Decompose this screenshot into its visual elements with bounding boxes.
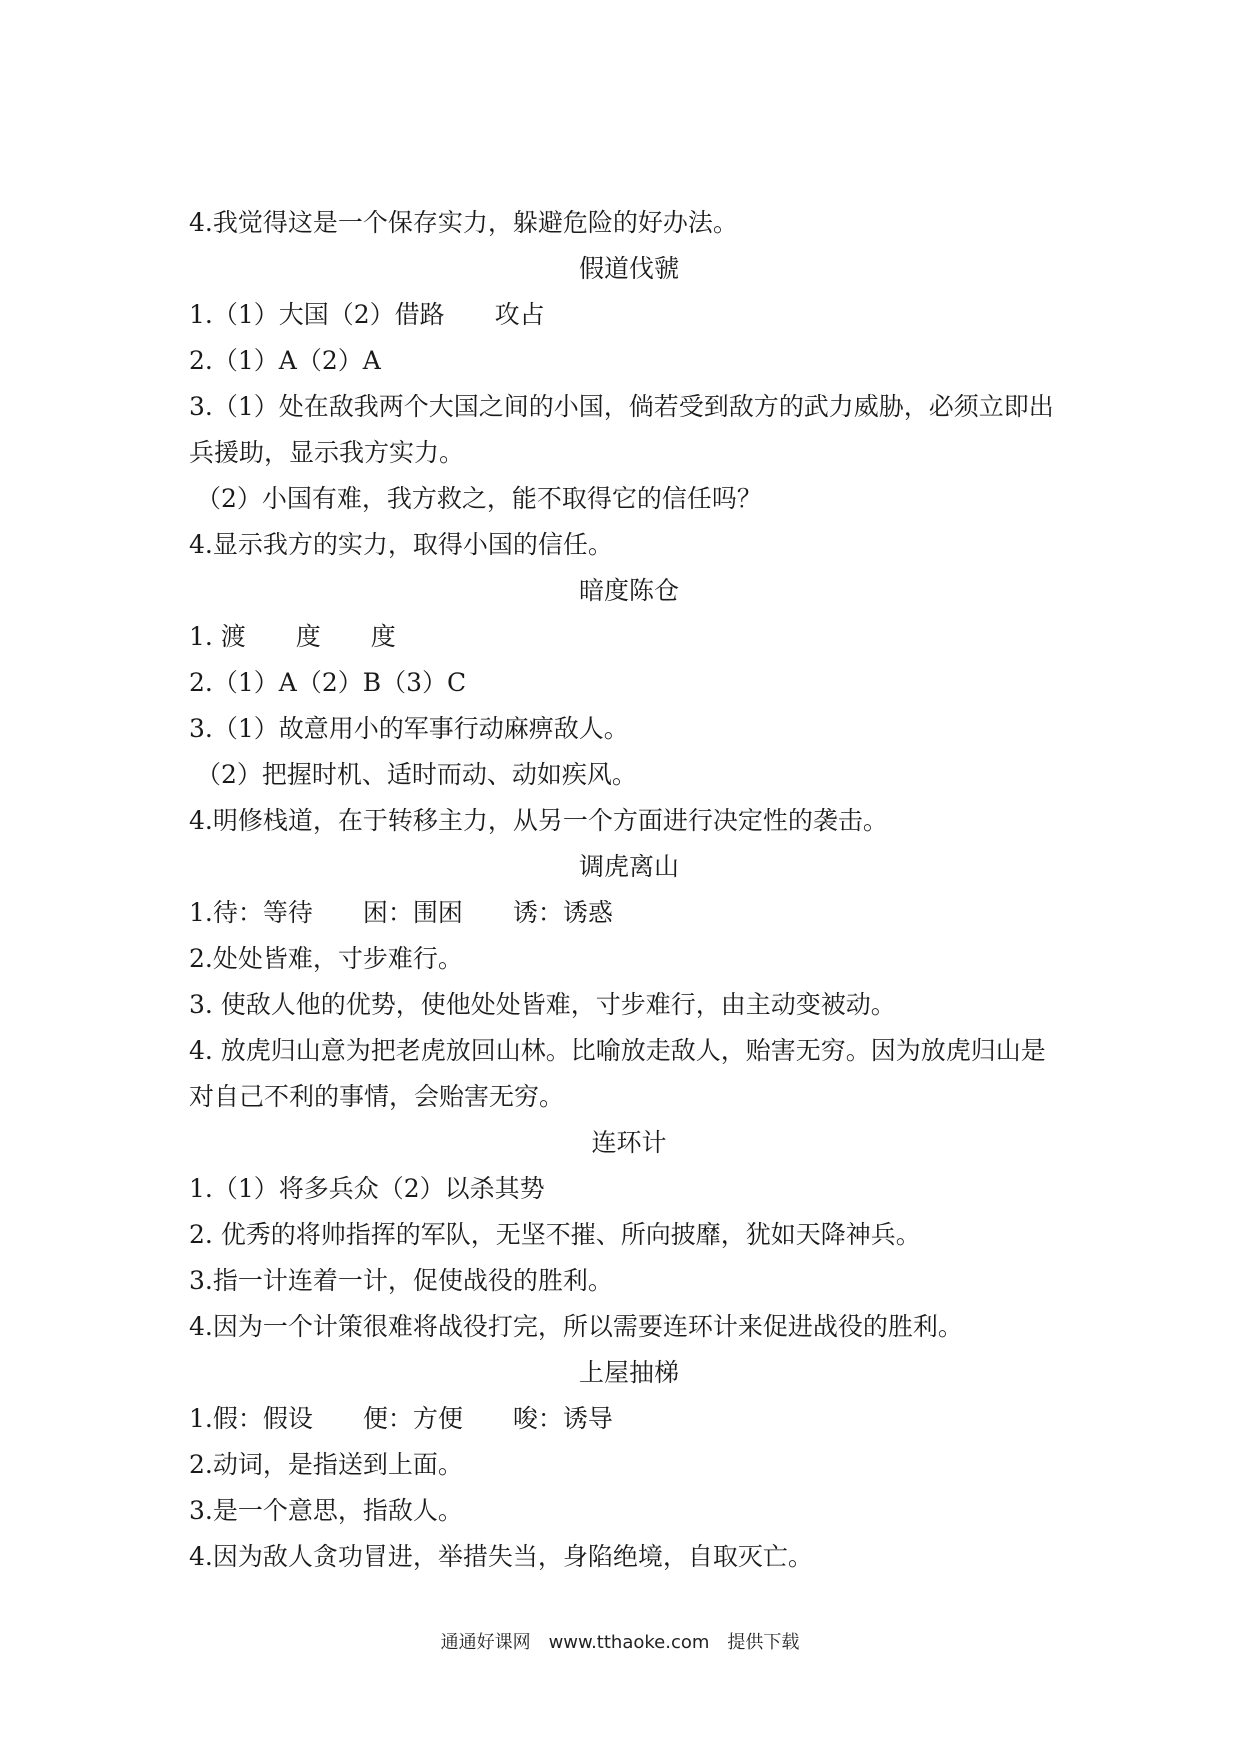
answer-line: 1.（1）将多兵众（2）以杀其势 xyxy=(189,1174,545,1203)
answer-line: （2）把握时机、适时而动、动如疾风。 xyxy=(196,760,637,789)
answer-line: 3. 使敌人他的优势，使他处处皆难，寸步难行，由主动变被动。 xyxy=(189,990,896,1019)
answer-line: 2. 优秀的将帅指挥的军队，无坚不摧、所向披靡，犹如天降神兵。 xyxy=(189,1220,921,1249)
answer-line: 2.处处皆难，寸步难行。 xyxy=(189,944,463,973)
answer-line: 2.（1）A（2）B（3）C xyxy=(189,668,467,697)
answer-line: 3.指一计连着一计，促使战役的胜利。 xyxy=(189,1266,613,1295)
answer-line: 4.我觉得这是一个保存实力，躲避危险的好办法。 xyxy=(189,208,738,237)
page-footer: 通通好课网 www.tthaoke.com 提供下载 xyxy=(440,1632,800,1653)
section-title: 假道伐虢 xyxy=(578,254,679,283)
answer-line: 对自己不利的事情，会贻害无穷。 xyxy=(189,1082,565,1111)
answer-line: （2）小国有难，我方救之，能不取得它的信任吗？ xyxy=(196,484,762,513)
answer-line: 1. 渡 度 度 xyxy=(189,622,396,651)
answer-line: 兵援助，显示我方实力。 xyxy=(189,438,465,467)
answer-line: 2.动词，是指送到上面。 xyxy=(189,1450,463,1479)
answer-line: 3.（1）故意用小的军事行动麻痹敌人。 xyxy=(189,714,629,743)
answer-line: 4. 放虎归山意为把老虎放回山林。比喻放走敌人，贻害无穷。因为放虎归山是 xyxy=(189,1036,1046,1065)
section-title: 连环计 xyxy=(591,1128,667,1157)
section-title: 暗度陈仓 xyxy=(578,576,679,605)
answer-line: 4.显示我方的实力，取得小国的信任。 xyxy=(189,530,613,559)
section-title: 上屋抽梯 xyxy=(578,1358,679,1387)
answer-line: 2.（1）A（2）A xyxy=(189,346,381,375)
answer-line: 1.假：假设 便：方便 唆：诱导 xyxy=(189,1404,613,1433)
answer-line: 4.明修栈道，在于转移主力，从另一个方面进行决定性的袭击。 xyxy=(189,806,888,835)
section-title: 调虎离山 xyxy=(578,852,679,881)
answer-line: 1.待：等待 困：围困 诱：诱惑 xyxy=(189,898,613,927)
answer-line: 4.因为敌人贪功冒进，举措失当，身陷绝境，自取灭亡。 xyxy=(189,1542,813,1571)
answer-line: 4.因为一个计策很难将战役打完，所以需要连环计来促进战役的胜利。 xyxy=(189,1312,963,1341)
answer-line: 3.（1）处在敌我两个大国之间的小国，倘若受到敌方的武力威胁，必须立即出 xyxy=(189,392,1054,421)
answer-line: 3.是一个意思，指敌人。 xyxy=(189,1496,463,1525)
answer-line: 1.（1）大国（2）借路 攻占 xyxy=(189,300,545,329)
